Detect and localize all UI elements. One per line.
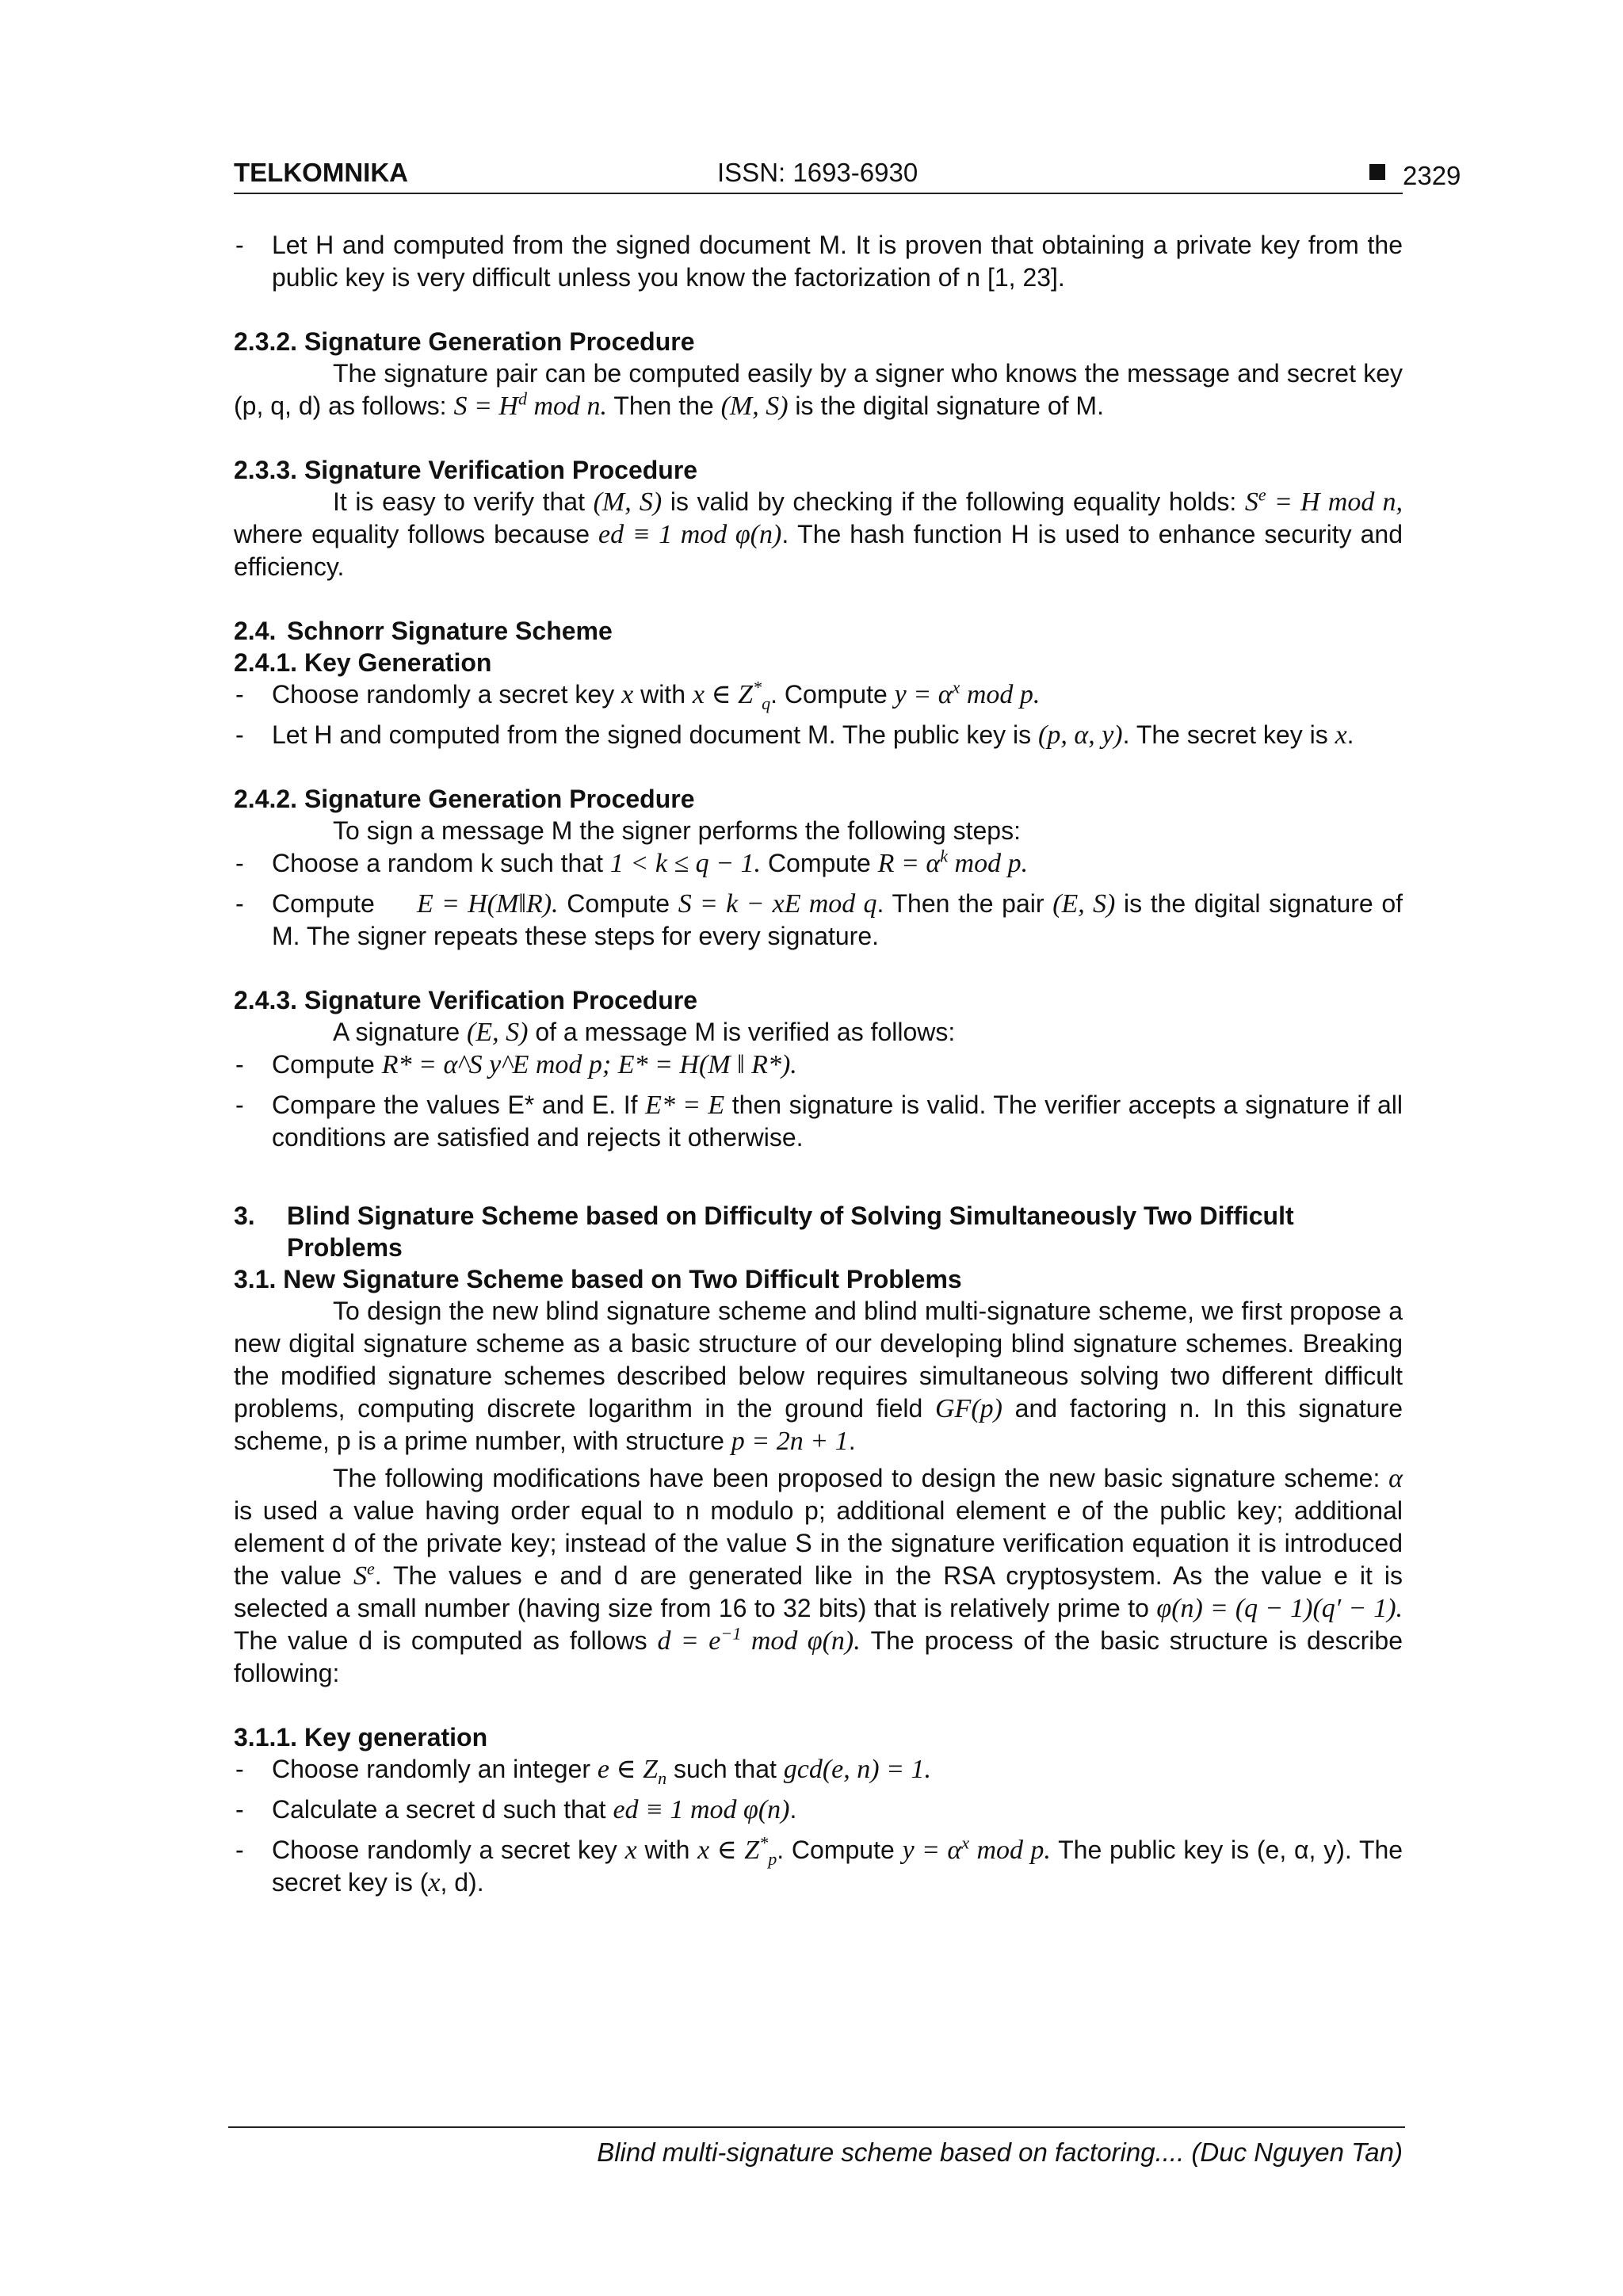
list-item: - Choose randomly a secret key x with x ∈ $Z^*_p$. Compute $y = \alpha^x$ mod p. The public key is (e, α, y). The secret key is (x, d). — [235, 1832, 1403, 1897]
paragraph: A signature (E, S) of a message M is verified as follows: — [333, 1018, 956, 1047]
section-heading: 2.4.2. Signature Generation Procedure — [234, 785, 695, 813]
page-number-block — [1369, 158, 1461, 190]
paragraph: The signature pair can be computed easily by a signer who knows the message and secret key (p, q, d) as follows: $S = H^d$ mod n. Then the (M, S) is the digital signature of M. — [234, 359, 1403, 421]
list-item: - Choose randomly a secret key x with x ∈ $Z^*_q$. Compute $y = \alpha^x$ mod p. — [235, 677, 1041, 713]
section-heading: 2.3.2. Signature Generation Procedure — [234, 327, 695, 356]
paper-page — [234, 155, 1461, 1899]
list-item: - Choose a random k such that 1 < k ≤ q − 1. Compute $R = \alpha^k$ mod p. — [235, 846, 1029, 878]
list-item: - Compute R* = α^S y^E mod p; E* = H(M ‖ R*). — [235, 1050, 797, 1079]
paragraph: To design the new blind signature scheme and blind multi-signature scheme, we first propose a new digital signature scheme as a basic structure of our developing blind signature schemes. Breaking the modified signature schemes described below requires simultaneous solving two different difficult problems, computing discrete logarithm in the ground field GF(p) and factoring n. In this signature scheme, p is a prime number, with structure p = 2n + 1. — [234, 1297, 1403, 1456]
section-heading: 3.1.1. Key generation — [234, 1723, 488, 1752]
section-heading: 2.3.3. Signature Verification Procedure — [234, 456, 698, 484]
square-bullet-icon — [1369, 164, 1385, 180]
page-number: 2329 — [1403, 161, 1461, 190]
list-item: - Compute E = H(M‖R). Compute S = k − xE mod q. Then the pair (E, S) is the digital signature of M. The signer repeats these steps for every signature. — [235, 889, 1403, 950]
list-item: - Choose randomly an integer e ∈ $Z_n$ such that gcd(e, n) = 1. — [235, 1755, 932, 1788]
issn: ISSN: 1693-6930 — [717, 158, 918, 187]
paragraph: The following modifications have been proposed to design the new basic signature scheme: α is used a value having order equal to n modulo p; additional element e of the public key; additional element d of the private key; instead of the value S in the signature verification equation it is introduced the value $S^e$. The values e and d are generated like in the RSA cryptosystem. As the value e it is selected a small number (having size from 16 to 32 bits) that is relatively prime to φ(n) = (q − 1)(q′ − 1). The value d is computed as follows $d = e^{-1}$ mod φ(n). The process of the basic structure is describe following: — [234, 1464, 1403, 1687]
list-item: - Calculate a secret d such that ed ≡ 1 mod φ(n). — [235, 1795, 797, 1824]
footer-rule — [228, 2126, 1405, 2128]
list-item: - Let H and computed from the signed document M. The public key is (p, α, y). The secret key is x. — [235, 720, 1354, 750]
list-item-text: Let H and computed from the signed document M. It is proven that obtaining a private key from the public key is very difficult unless you know the factorization of n [1, 23]. — [272, 231, 1403, 292]
paragraph: To sign a message M the signer performs the following steps: — [333, 816, 1021, 845]
running-footer: Blind multi-signature scheme based on factoring.... (Duc Nguyen Tan) — [597, 2137, 1403, 2167]
list-item: - Let H and computed from the signed document M. It is proven that obtaining a private key from the public key is very difficult unless you know the factorization of n [1, 23]. — [235, 231, 1403, 292]
section-heading: 2.4. Schnorr Signature Scheme — [234, 617, 613, 645]
section-heading: 2.4.3. Signature Verification Procedure — [234, 986, 698, 1014]
list-item: - Compare the values E* and E. If E* = E then signature is valid. The verifier accepts a signature if all conditions are satisfied and rejects it otherwise. — [235, 1091, 1403, 1152]
paragraph: It is easy to verify that (M, S) is valid by checking if the following equality holds: $S^e = H$ mod n, where equality follows because ed ≡ 1 mod φ(n). The hash function H is used to enhance security and efficiency. — [234, 484, 1403, 581]
running-header — [234, 155, 1461, 194]
subsection-heading: 2.4.1. Key Generation — [234, 648, 492, 677]
journal-name: TELKOMNIKA — [234, 158, 408, 187]
section-heading: 3. Blind Signature Scheme based on Difficulty of Solving Simultaneously Two Difficult Problems — [234, 1201, 1294, 1262]
subsection-heading: 3.1. New Signature Scheme based on Two Difficult Problems — [234, 1265, 962, 1293]
